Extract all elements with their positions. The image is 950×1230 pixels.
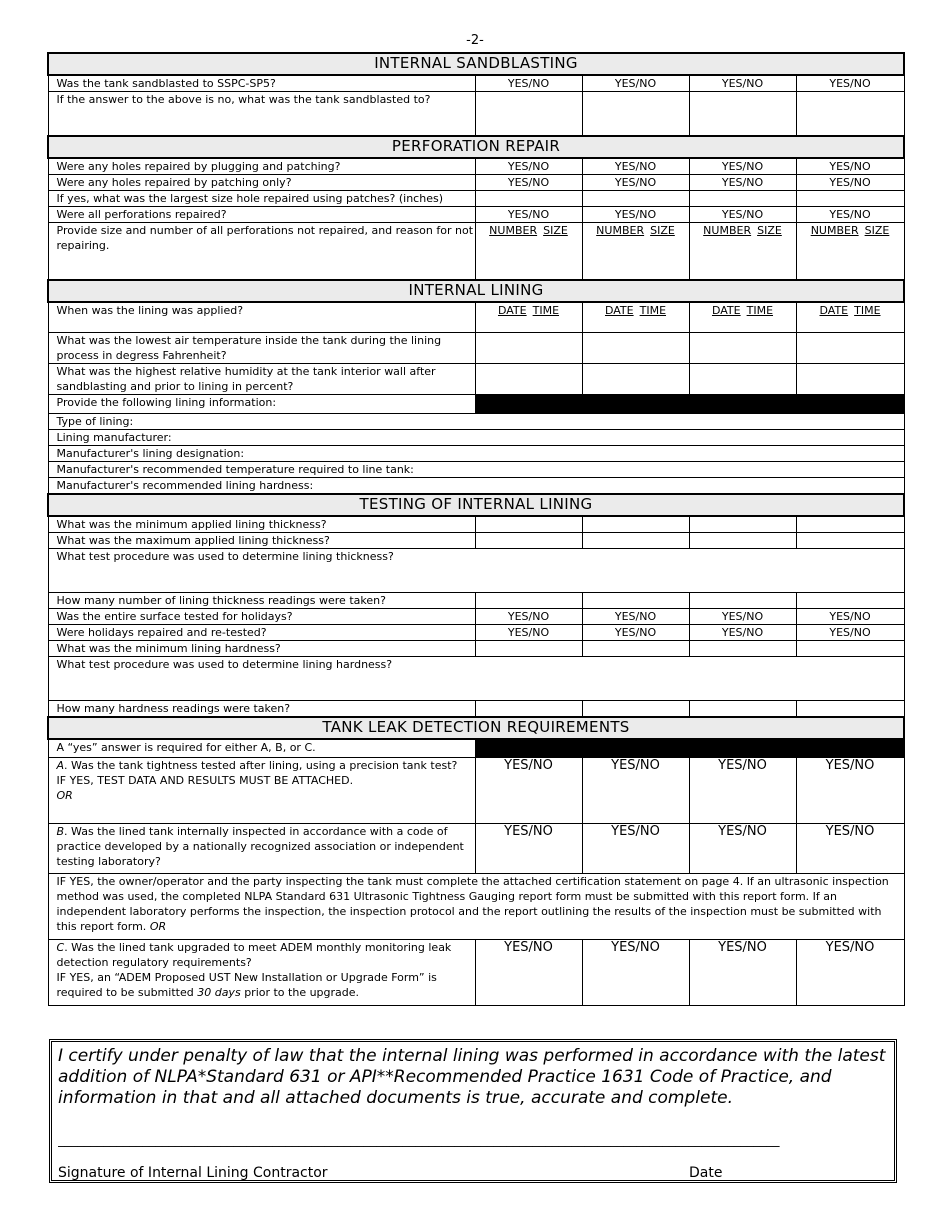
- answer-cell[interactable]: [475, 640, 582, 656]
- question-thickness-procedure[interactable]: What test procedure was used to determine lining thickness?: [48, 548, 904, 592]
- answer-cell[interactable]: [689, 700, 796, 717]
- inspection-form-table: [47, 52, 905, 1006]
- answer-cell[interactable]: [475, 516, 582, 533]
- answer-yes-no[interactable]: YES/NO: [796, 75, 904, 92]
- answer-cell[interactable]: [689, 640, 796, 656]
- answer-yes-no[interactable]: YES/NO: [475, 940, 582, 1006]
- answer-yes-no[interactable]: YES/NO: [582, 174, 689, 190]
- answer-yes-no[interactable]: YES/NO: [689, 624, 796, 640]
- answer-yes-no[interactable]: YES/NO: [689, 206, 796, 222]
- answer-number-size[interactable]: [796, 222, 904, 280]
- answer-yes-no[interactable]: YES/NO: [582, 758, 689, 824]
- answer-cell[interactable]: [582, 363, 689, 394]
- option-c-note-pre: IF YES, an “ADEM Proposed UST New Installation or Upgrade Form” is required to be submitted: [56, 971, 437, 999]
- number-label: NUMBER: [810, 223, 859, 237]
- answer-yes-no[interactable]: YES/NO: [475, 624, 582, 640]
- answer-yes-no[interactable]: YES/NO: [796, 608, 904, 624]
- signature-line[interactable]: _______________________________________________________________________________________________________________: [58, 1134, 780, 1148]
- answer-yes-no[interactable]: YES/NO: [582, 75, 689, 92]
- question-highest-humidity: What was the highest relative humidity at the tank interior wall after sandblasting and prior to lining in percent?: [48, 363, 475, 394]
- answer-yes-no[interactable]: YES/NO: [689, 940, 796, 1006]
- answer-cell[interactable]: [689, 332, 796, 363]
- section-tank-leak-detection: TANK LEAK DETECTION REQUIREMENTS: [48, 717, 904, 739]
- answer-cell[interactable]: [475, 532, 582, 548]
- date-label: Date: [689, 1165, 723, 1181]
- answer-yes-no[interactable]: YES/NO: [582, 158, 689, 175]
- answer-cell[interactable]: [689, 190, 796, 206]
- answer-number-size[interactable]: [582, 222, 689, 280]
- question-minimum-hardness: What was the minimum lining hardness?: [48, 640, 475, 656]
- answer-yes-no[interactable]: YES/NO: [689, 174, 796, 190]
- answer-cell[interactable]: [582, 532, 689, 548]
- answer-date-time[interactable]: [796, 302, 904, 332]
- answer-yes-no[interactable]: YES/NO: [475, 824, 582, 874]
- answer-yes-no[interactable]: YES/NO: [796, 158, 904, 175]
- answer-yes-no[interactable]: YES/NO: [689, 824, 796, 874]
- answer-cell[interactable]: [475, 363, 582, 394]
- question-plugging-patching: Were any holes repaired by plugging and patching?: [48, 158, 475, 175]
- date-label: DATE: [497, 304, 527, 317]
- certification-statement: I certify under penalty of law that the internal lining was performed in accordance with the latest addition of NLPA*Standard 631 or API**Recommended Practice 1631 Code of Practice, and information in that and all attached documents is true, accurate and complete.: [58, 1046, 886, 1108]
- size-label: SIZE: [650, 223, 675, 237]
- answer-date-time[interactable]: [689, 302, 796, 332]
- field-type-of-lining[interactable]: Type of lining:: [48, 413, 904, 429]
- question-minimum-thickness: What was the minimum applied lining thickness?: [48, 516, 475, 533]
- option-a-label: A: [56, 759, 65, 772]
- question-largest-hole: If yes, what was the largest size hole repaired using patches? (inches): [48, 190, 475, 206]
- number-label: NUMBER: [703, 223, 752, 237]
- answer-cell[interactable]: [582, 190, 689, 206]
- answer-date-time[interactable]: [475, 302, 582, 332]
- answer-yes-no[interactable]: YES/NO: [582, 206, 689, 222]
- time-label: TIME: [532, 304, 560, 317]
- question-lining-applied: When was the lining was applied?: [48, 302, 475, 332]
- number-label: NUMBER: [596, 223, 645, 237]
- question-sandblasted-sspc: Was the tank sandblasted to SSPC-SP5?: [48, 75, 475, 92]
- section-internal-lining: INTERNAL LINING: [48, 280, 904, 302]
- answer-yes-no[interactable]: YES/NO: [475, 758, 582, 824]
- option-b-note: [48, 874, 904, 940]
- answer-yes-no[interactable]: YES/NO: [796, 824, 904, 874]
- question-maximum-thickness: What was the maximum applied lining thickness?: [48, 532, 475, 548]
- answer-yes-no[interactable]: YES/NO: [475, 206, 582, 222]
- question-c-upgraded: [48, 940, 475, 1006]
- answer-cell[interactable]: [689, 592, 796, 608]
- size-label: SIZE: [864, 223, 890, 237]
- answer-cell[interactable]: [582, 92, 689, 136]
- leak-intro: A “yes” answer is required for either A, B, or C.: [48, 739, 475, 758]
- answer-cell[interactable]: [796, 190, 904, 206]
- answer-cell[interactable]: [475, 92, 582, 136]
- answer-number-size[interactable]: [689, 222, 796, 280]
- date-label: DATE: [604, 304, 634, 317]
- date-label: DATE: [819, 304, 849, 317]
- section-internal-sandblasting: INTERNAL SANDBLASTING: [48, 53, 904, 75]
- answer-cell[interactable]: [582, 516, 689, 533]
- option-c-label: C: [56, 941, 65, 954]
- field-lining-manufacturer[interactable]: Lining manufacturer:: [48, 429, 904, 445]
- answer-yes-no[interactable]: YES/NO: [582, 940, 689, 1006]
- section-perforation-repair: PERFORATION REPAIR: [48, 136, 904, 158]
- time-label: TIME: [639, 304, 667, 317]
- option-a-note: IF YES, TEST DATA AND RESULTS MUST BE ATTACHED.: [56, 774, 354, 787]
- answer-number-size[interactable]: [475, 222, 582, 280]
- answer-cell[interactable]: [796, 592, 904, 608]
- question-sandblasted-to: If the answer to the above is no, what was the tank sandblasted to?: [48, 92, 475, 136]
- answer-yes-no[interactable]: YES/NO: [582, 824, 689, 874]
- answer-yes-no[interactable]: YES/NO: [689, 608, 796, 624]
- answer-yes-no[interactable]: YES/NO: [689, 158, 796, 175]
- section-testing-internal-lining: TESTING OF INTERNAL LINING: [48, 494, 904, 516]
- answer-cell[interactable]: [796, 640, 904, 656]
- field-recommended-temperature[interactable]: Manufacturer's recommended temperature required to line tank:: [48, 461, 904, 477]
- option-b-or: OR: [149, 920, 167, 933]
- answer-cell[interactable]: [582, 640, 689, 656]
- answer-yes-no[interactable]: YES/NO: [475, 174, 582, 190]
- provide-lining-information: Provide the following lining information:: [48, 394, 475, 413]
- answer-yes-no[interactable]: YES/NO: [796, 206, 904, 222]
- answer-cell[interactable]: [796, 516, 904, 533]
- blackout-bar: [475, 394, 904, 413]
- option-c-text: . Was the lined tank upgraded to meet ADEM monthly monitoring leak detection regulatory requirements?: [56, 941, 452, 969]
- answer-cell[interactable]: [796, 92, 904, 136]
- question-b-internally-inspected: [48, 824, 475, 874]
- answer-cell[interactable]: [582, 592, 689, 608]
- size-label: SIZE: [757, 223, 782, 237]
- answer-cell[interactable]: [689, 532, 796, 548]
- answer-cell[interactable]: [689, 363, 796, 394]
- blackout-bar: [475, 739, 904, 758]
- field-lining-designation[interactable]: Manufacturer's lining designation:: [48, 445, 904, 461]
- question-holidays-repaired: Were holidays repaired and re-tested?: [48, 624, 475, 640]
- question-hardness-readings: How many hardness readings were taken?: [48, 700, 475, 717]
- question-surface-tested-holidays: Was the entire surface tested for holidays?: [48, 608, 475, 624]
- field-recommended-hardness[interactable]: Manufacturer's recommended lining hardness:: [48, 477, 904, 494]
- answer-cell[interactable]: [796, 332, 904, 363]
- option-a-or: OR: [56, 789, 73, 802]
- answer-cell[interactable]: [582, 700, 689, 717]
- question-patching-only: Were any holes repaired by patching only?: [48, 174, 475, 190]
- answer-cell[interactable]: [475, 592, 582, 608]
- option-b-text: . Was the lined tank internally inspected in accordance with a code of practice developed by a nationally recognized association or independent testing laboratory?: [56, 825, 464, 868]
- signature-label: Signature of Internal Lining Contractor: [58, 1165, 328, 1181]
- answer-yes-no[interactable]: YES/NO: [689, 75, 796, 92]
- question-a-tightness-tested: [48, 758, 475, 824]
- size-label: SIZE: [543, 223, 568, 237]
- option-c-note-post: prior to the upgrade.: [244, 986, 360, 999]
- question-lowest-air-temperature: What was the lowest air temperature inside the tank during the lining process in degress Fahrenheit?: [48, 332, 475, 363]
- time-label: TIME: [746, 304, 774, 317]
- answer-cell[interactable]: [689, 516, 796, 533]
- answer-yes-no[interactable]: YES/NO: [796, 174, 904, 190]
- date-label: DATE: [711, 304, 741, 317]
- option-c-days: 30 days: [197, 986, 241, 999]
- answer-cell[interactable]: [475, 700, 582, 717]
- time-label: TIME: [854, 304, 881, 317]
- question-hardness-procedure[interactable]: What test procedure was used to determine lining hardness?: [48, 656, 904, 700]
- answer-yes-no[interactable]: YES/NO: [475, 75, 582, 92]
- question-perforations-not-repaired: Provide size and number of all perforations not repaired, and reason for not repairing.: [48, 222, 475, 280]
- answer-cell[interactable]: [796, 532, 904, 548]
- answer-yes-no[interactable]: YES/NO: [796, 940, 904, 1006]
- answer-cell[interactable]: [582, 332, 689, 363]
- answer-yes-no[interactable]: YES/NO: [689, 758, 796, 824]
- answer-cell[interactable]: [796, 363, 904, 394]
- number-label: NUMBER: [489, 223, 538, 237]
- option-b-note-text: IF YES, the owner/operator and the party inspecting the tank must complete the attached certification statement on page 4. If an ultrasonic inspection method was used, the completed NLPA Standard 631 Ultrasonic Tightness Gauging report form must be submitted with this report form. If an independent laboratory performs the inspection, the inspection protocol and the report outlining the results of the inspection must be submitted with this report form.: [56, 875, 889, 933]
- option-b-label: B: [56, 825, 65, 838]
- answer-cell[interactable]: [475, 190, 582, 206]
- answer-cell[interactable]: [796, 700, 904, 717]
- question-all-perforations-repaired: Were all perforations repaired?: [48, 206, 475, 222]
- answer-cell[interactable]: [689, 92, 796, 136]
- answer-yes-no[interactable]: YES/NO: [475, 158, 582, 175]
- answer-yes-no[interactable]: YES/NO: [582, 624, 689, 640]
- page-number: -2-: [466, 33, 484, 48]
- question-thickness-readings: How many number of lining thickness readings were taken?: [48, 592, 475, 608]
- answer-date-time[interactable]: [582, 302, 689, 332]
- certification-box: [49, 1039, 897, 1183]
- answer-cell[interactable]: [475, 332, 582, 363]
- answer-yes-no[interactable]: YES/NO: [796, 624, 904, 640]
- answer-yes-no[interactable]: YES/NO: [796, 758, 904, 824]
- answer-yes-no[interactable]: YES/NO: [475, 608, 582, 624]
- answer-yes-no[interactable]: YES/NO: [582, 608, 689, 624]
- option-a-text: . Was the tank tightness tested after lining, using a precision tank test?: [64, 759, 458, 772]
